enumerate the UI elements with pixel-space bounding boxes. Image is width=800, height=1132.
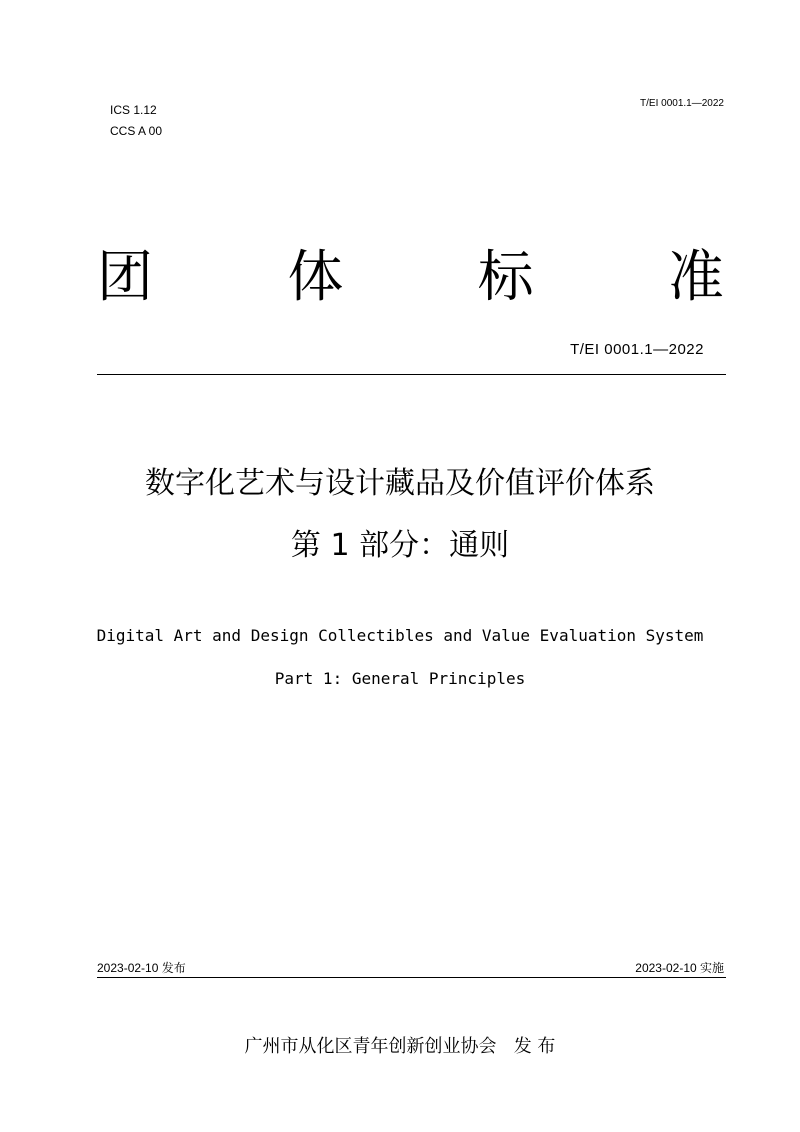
bottom-divider <box>97 977 726 978</box>
ics-code: ICS 1.12 <box>110 103 157 117</box>
standard-code: T/EI 0001.1—2022 <box>570 341 704 358</box>
standard-type-title <box>97 240 724 316</box>
ccs-code: CCS A 00 <box>110 124 163 138</box>
classification-block <box>110 100 162 142</box>
top-divider <box>97 374 726 375</box>
implementation-date: 2023-02-10 实施 <box>635 961 724 975</box>
english-title-line-2: Part 1: General Principles <box>274 669 526 688</box>
chinese-title-line-2: 第 1 部分：通则 <box>290 528 510 563</box>
title-char-3: 标 <box>477 245 534 310</box>
standard-code-small: T/EI 0001.1—2022 <box>640 98 724 109</box>
release-date: 2023-02-10 发布 <box>97 961 186 975</box>
publisher: 广州市从化区青年创新创业协会 发 布 <box>244 1036 556 1057</box>
title-char-2: 体 <box>287 245 344 310</box>
chinese-title-line-1: 数字化艺术与设计藏品及价值评价体系 <box>145 466 655 501</box>
title-char-4: 准 <box>667 245 724 310</box>
english-title-line-1: Digital Art and Design Collectibles and Value Evaluation System <box>96 626 704 645</box>
title-char-1: 团 <box>97 245 153 310</box>
